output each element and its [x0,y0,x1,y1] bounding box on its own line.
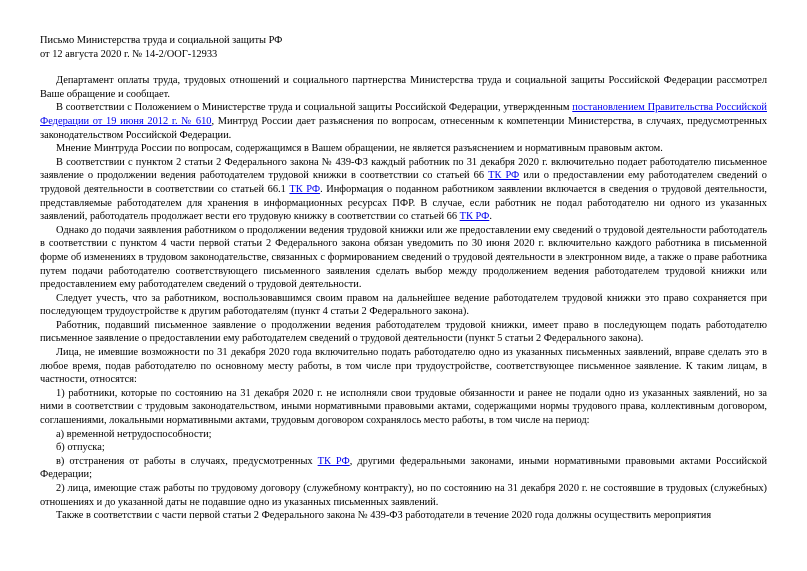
header-title: Письмо Министерства труда и социальной защиты РФ [40,35,283,46]
paragraph-text: . [489,211,492,223]
paragraph-text: в) отстранения от работы в случаях, предусмотренных [56,455,318,467]
tk-rf-link[interactable]: ТК РФ [488,170,520,182]
paragraph: Следует учесть, что за работником, воспользовавшимся своим правом на дальнейшее ведение работодателем трудовой книжки это право сохраняется при последующем трудоустройстве к другим работодателям (пункт 4 статьи 2 Федерального закона). [40,292,767,318]
paragraph-text: или о предоставлении ему работодателем сведений о трудовой деятельности в соответствии со статьей 66.1 [40,170,767,195]
tk-rf-link[interactable]: ТК РФ [459,211,490,223]
tk-rf-link[interactable]: ТК РФ [317,455,350,467]
list-item: а) временной нетрудоспособности; [56,428,212,440]
paragraph-text: . Информация о поданном работником заявлении включается в сведения о трудовой деятельности, представляемые работодателем для хранения в информационных ресурсах ПФР. В случае, если работник не подал работодателю ни одного из указанных заявлений, работодатель продолжает вести его трудовую книжку в соответствии со статьей 66 [40,183,767,223]
document-header [40,34,767,61]
paragraph: Работник, подавший письменное заявление о продолжении ведения работодателем трудовой книжки, имеет право в последующем подать работодателю письменное заявление о предоставлении ему работодателем сведений о трудовой деятельности (пункт 5 статьи 2 Федерального закона). [40,319,767,345]
paragraph-text: , Минтруд России дает разъяснения по вопросам, отнесенным к компетенции Министерства, в случаях, предусмотренных законодательством Российской Федерации. [40,115,768,141]
list-item: б) отпуска; [56,442,105,454]
paragraph: Однако до подачи заявления работником о продолжении ведения трудовой книжки или же предоставлении ему сведений о трудовой деятельности работодатель в соответствии с пунктом 4 части первой статьи 2 Федерального закона обязан уведомить по 30 июня 2020 г. включительно каждого работника в письменной форме об изменениях в трудовом законодательстве, связанных с формированием сведений о трудовой деятельности в электронном виде, а также о праве работника путем подачи работодателю соответствующего письменного заявления сделать выбор между продолжением ведения работодателем трудовой книжки или предоставлением ему работодателем сведений о трудовой деятельности. [40,224,767,291]
header-date-number: от 12 августа 2020 г. № 14-2/ООГ-12933 [40,48,218,60]
paragraph: Также в соответствии с части первой статьи 2 Федерального закона № 439-ФЗ работодатели в течение 2020 года должны осуществить мероприятия [56,510,712,522]
tk-rf-link[interactable]: ТК РФ [289,183,321,195]
paragraph-text: , другими федеральными законами, иными нормативными правовыми актами Российской Федерации; [40,455,768,481]
paragraph [40,101,767,142]
list-item: 1) работники, которые по состоянию на 31 декабря 2020 г. не исполняли свои трудовые обязанности и ранее не подали одно из указанных заявлений, но за ними в соответствии с трудовым законодательством, иными нормативными правовыми актами, содержащими нормы трудового права, коллективным договором, соглашениями, локальными нормативными актами, трудовым договором сохранялось место работы, в том числе на период: [40,387,767,427]
list-item [40,455,767,482]
paragraph: Мнение Минтруда России по вопросам, содержащимся в Вашем обращении, не является разъяснением и нормативным правовым актом. [56,143,663,155]
paragraph-text: В соответствии с пунктом 2 статьи 2 Федерального закона № 439-ФЗ каждый работник по 31 декабря 2020 г. включительно подает работодателю письменное заявление о продолжении ведения работодателем трудовой книжки в соответствии со статьей 66 [40,156,767,182]
decree-link[interactable]: постановлением Правительства Российской Федерации от 19 июня 2012 г. № 610 [40,102,767,127]
paragraph: Департамент оплаты труда, трудовых отношений и социального партнерства Министерства труда и социальной защиты Российской Федерации рассмотрел Ваше обращение и сообщает. [40,75,767,100]
paragraph: Лица, не имевшие возможности по 31 декабря 2020 года включительно подать работодателю одно из указанных письменных заявлений, вправе сделать это в любое время, подав работодателю по основному месту работы, в том числе при трудоустройстве, соответствующее письменное заявление. К таким лицам, в частности, относятся: [40,347,767,386]
paragraph-text: В соответствии с Положением о Министерстве труда и социальной защиты Российской Федерации, утвержденным [56,102,573,114]
paragraph [40,156,767,224]
list-item: 2) лица, имеющие стаж работы по трудовому договору (служебному контракту), но по состоянию на 31 декабря 2020 г. не состоявшие в трудовых (служебных) отношениях и до указанной даты не подавшие одно из указанных письменных заявлений. [40,483,767,508]
